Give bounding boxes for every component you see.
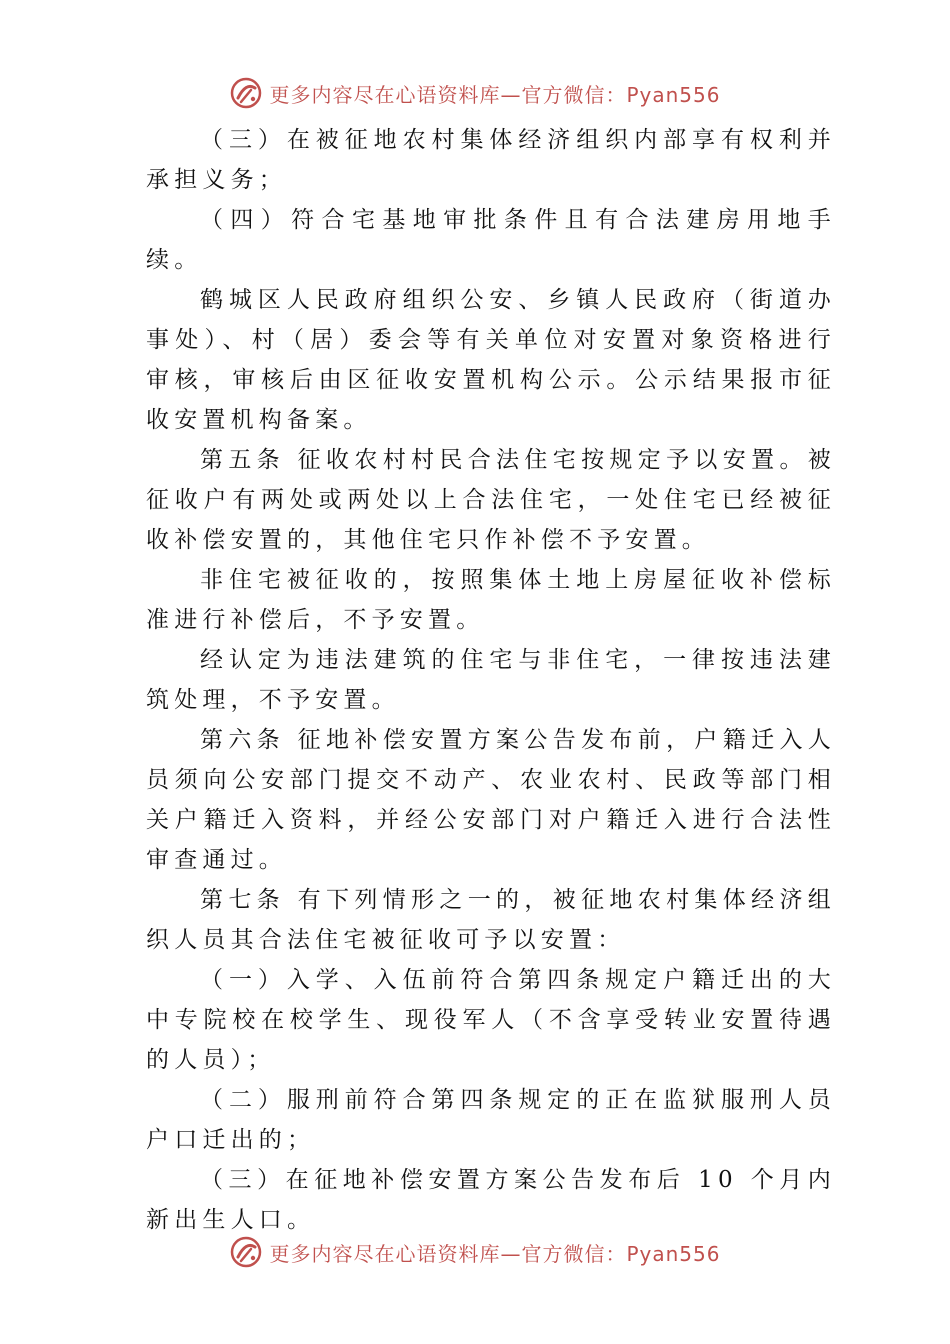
paragraph: （一）入学、入伍前符合第四条规定户籍迁出的大中专院校在校学生、现役军人（不含享受转业安置待遇的人员）； [146,967,836,1073]
watermark-text: 更多内容尽在心语资料库—官方微信：Pyan556 [269,1241,721,1266]
paragraph: 第六条 征地补偿安置方案公告发布前，户籍迁入人员须向公安部门提交不动产、农业农村、民政等部门相关户籍迁入资料，并经公安部门对户籍迁入进行合法性审查通过。 [146,727,836,873]
watermark-text: 更多内容尽在心语资料库—官方微信：Pyan556 [269,82,721,107]
paragraph: 第五条 征收农村村民合法住宅按规定予以安置。被征收户有两处或两处以上合法住宅，一处住宅已经被征收补偿安置的，其他住宅只作补偿不予安置。 [146,447,836,553]
paragraph: （二）服刑前符合第四条规定的正在监狱服刑人员户口迁出的； [146,1087,836,1153]
paragraph: 非住宅被征收的，按照集体土地上房屋征收补偿标准进行补偿后，不予安置。 [146,567,836,633]
footer-watermark [0,1232,950,1272]
paragraph: 第七条 有下列情形之一的，被征地农村集体经济组织人员其合法住宅被征收可予以安置： [146,887,836,953]
paragraph: （三）在被征地农村集体经济组织内部享有权利并承担义务； [146,127,836,193]
paragraph: 鹤城区人民政府组织公安、乡镇人民政府（街道办事处）、村（居）委会等有关单位对安置对象资格进行审核，审核后由区征收安置机构公示。公示结果报市征收安置机构备案。 [146,287,836,433]
paragraph: （三）在征地补偿安置方案公告发布后 10 个月内新出生人口。 [146,1167,836,1233]
document-body [146,120,836,1240]
logo-icon [229,1235,263,1269]
paragraph: 经认定为违法建筑的住宅与非住宅，一律按违法建筑处理，不予安置。 [146,647,836,713]
paragraph: （四）符合宅基地审批条件且有合法建房用地手续。 [146,207,836,273]
logo-icon [229,76,263,110]
header-watermark [0,73,950,113]
